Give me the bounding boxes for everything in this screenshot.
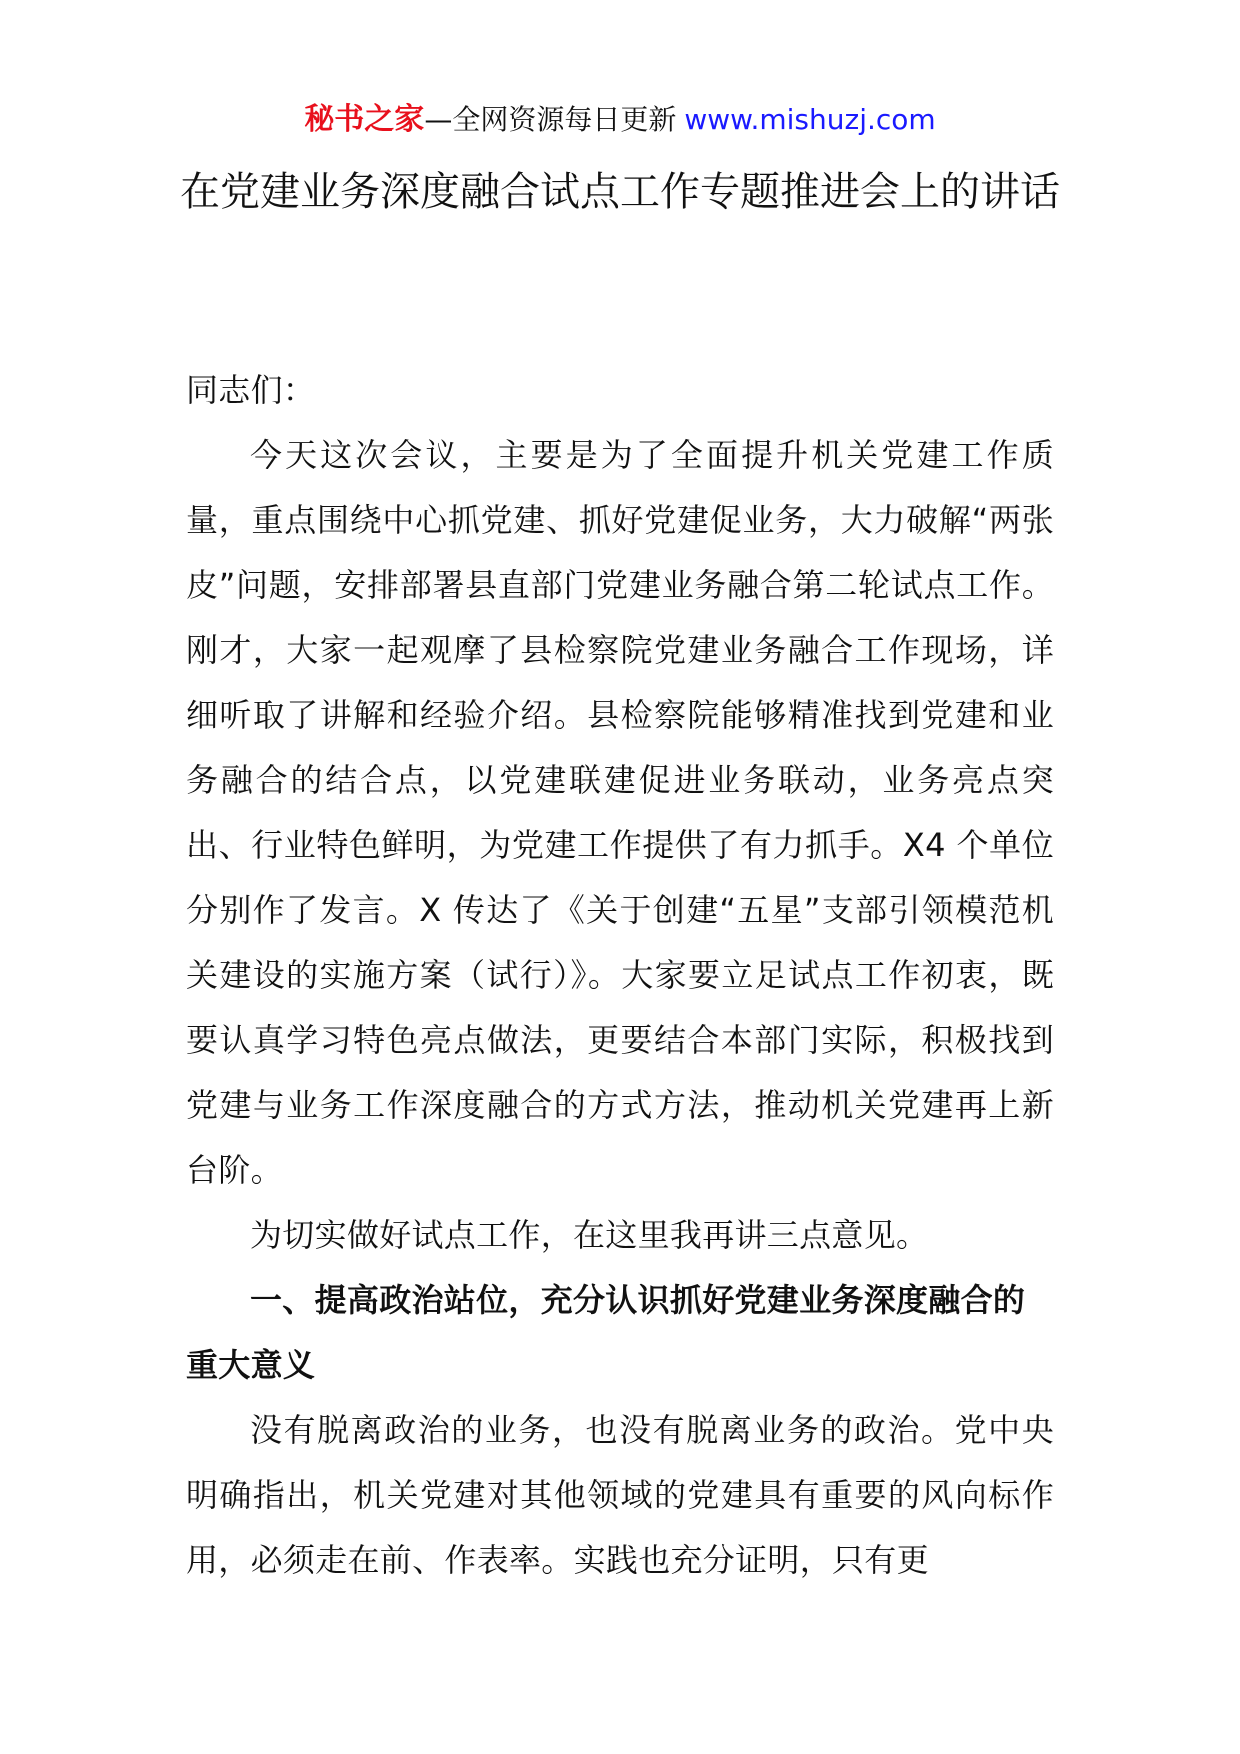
section-paragraph: 没有脱离政治的业务，也没有脱离业务的政治。党中央明确指出，机关党建对其他领域的党建具有重要的风向标作用，必须走在前、作表率。实践也充分证明，只有更	[186, 1411, 1054, 1579]
site-header	[0, 100, 1240, 140]
document-body	[186, 358, 1054, 1593]
body-paragraph: 为切实做好试点工作，在这里我再讲三点意见。	[250, 1216, 929, 1254]
section-heading: 一、提高政治站位，充分认识抓好党建业务深度融合的重大意义	[186, 1281, 1026, 1384]
body-paragraph: 今天这次会议，主要是为了全面提升机关党建工作质量，重点围绕中心抓党建、抓好党建促业务，大力破解“两张皮”问题，安排部署县直部门党建业务融合第二轮试点工作。刚才，大家一起观摩了县检察院党建业务融合工作现场，详细听取了讲解和经验介绍。县检察院能够精准找到党建和业务融合的结合点，以党建联建促进业务联动，业务亮点突出、行业特色鲜明，为党建工作提供了有力抓手。X4 个单位分别作了发言。X 传达了《关于创建“五星”支部引领模范机关建设的实施方案（试行）》。大家要立足试点工作初衷，既要认真学习特色亮点做法，更要结合本部门实际，积极找到党建与业务工作深度融合的方式方法，推动机关党建再上新台阶。	[186, 436, 1054, 1189]
salutation: 同志们：	[186, 371, 316, 409]
header-slogan: —全网资源每日更新	[424, 103, 677, 136]
document-title: 在党建业务深度融合试点工作专题推进会上的讲话	[180, 169, 1060, 215]
brand-name: 秘书之家	[304, 102, 425, 137]
site-url-link[interactable]: www.mishuzj.com	[684, 103, 936, 136]
